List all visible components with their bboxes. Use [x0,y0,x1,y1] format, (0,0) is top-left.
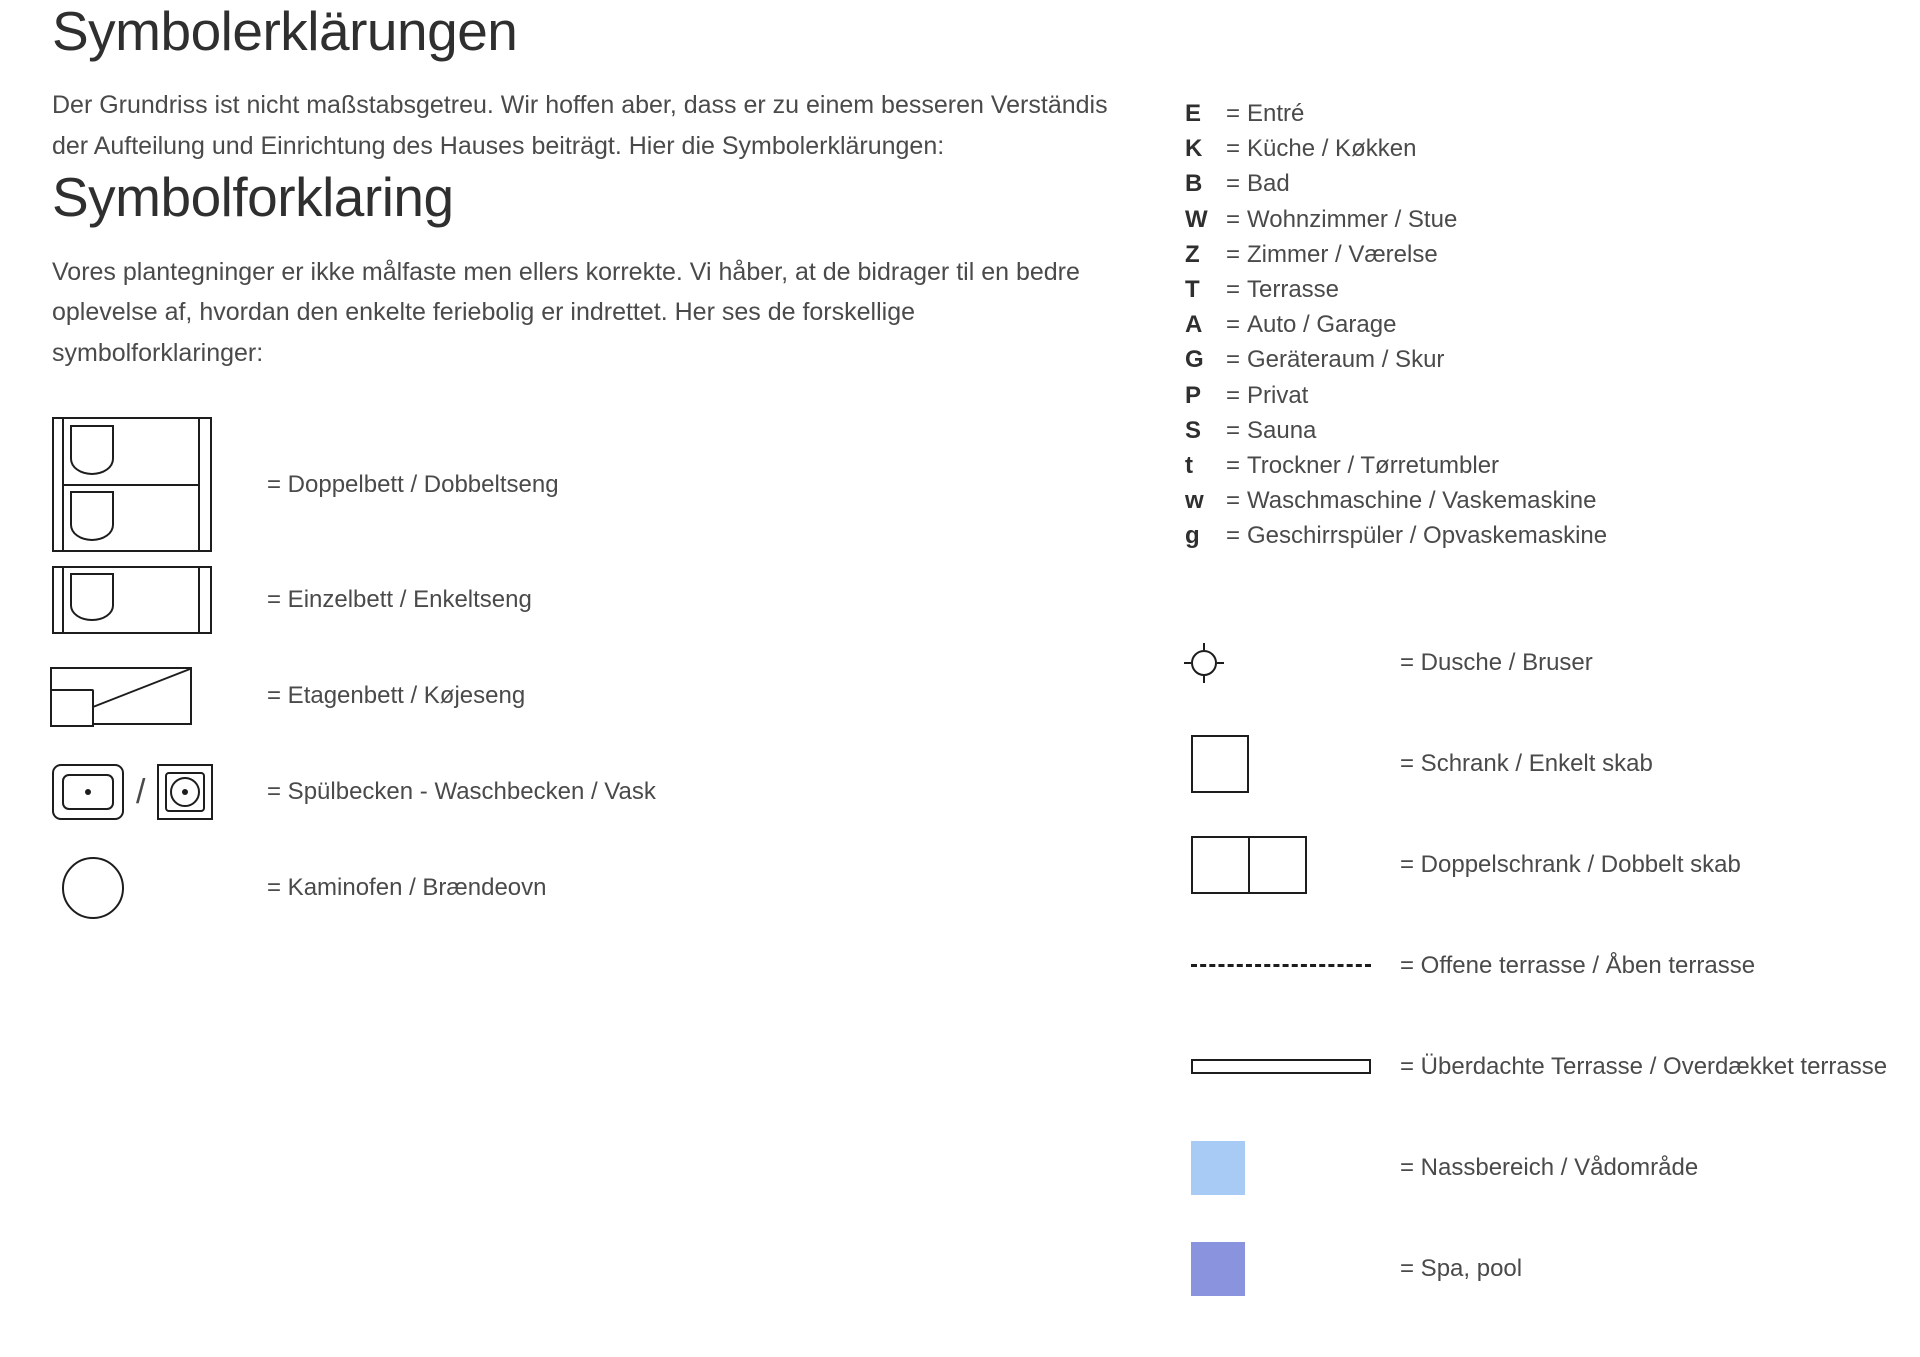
legend-item [52,417,1132,552]
legend-item-label: = Dusche / Bruser [1400,648,1593,676]
abbreviation-key: A [1185,311,1203,339]
legend-item-label: = Schrank / Enkelt skab [1400,749,1653,777]
roofed-terrace-icon [1185,1059,1400,1074]
abbreviation-equals: = [1225,170,1240,198]
abbreviation-key: T [1185,275,1200,303]
abbreviation-equals: = [1225,100,1240,127]
legend-item [1185,612,1905,713]
legend-item-label: = Überdachte Terrasse / Overdækket terrasse [1400,1052,1888,1080]
spa-pool-swatch-icon [1185,1242,1400,1296]
abbreviation-row [1185,170,1905,205]
abbreviation-row [1185,206,1905,241]
abbreviation-key: E [1185,100,1202,127]
intro-paragraph-german: Der Grundriss ist nicht maßstabsgetreu. Wir hoffen aber, dass er zu einem besseren Verständis der Aufteilung und Einrichtung des Hauses beiträgt. Hier die Symbolerklärungen: [52,91,1108,160]
abbreviation-value: Sauna [1247,416,1317,444]
abbreviation-value: Geschirrspüler / Opvaskemaskine [1247,522,1608,550]
legend-item-label: = Einzelbett / Enkeltseng [267,586,532,613]
abbreviation-value: Wohnzimmer / Stue [1247,205,1458,233]
abbreviation-value: Zimmer / Værelse [1247,240,1438,268]
right-column [1185,100,1905,1319]
left-column [52,0,1132,936]
legend-item [1185,915,1905,1016]
abbreviation-equals: = [1225,522,1240,550]
abbreviation-key: W [1185,205,1208,233]
abbreviation-value: Privat [1247,381,1309,409]
abbreviation-value: Geräteraum / Skur [1247,346,1445,374]
legend-item [1185,713,1905,814]
legend-item-label: = Doppelbett / Dobbeltseng [267,470,559,498]
abbreviation-equals: = [1225,416,1240,444]
abbreviation-equals: = [1225,381,1240,409]
page-title-danish: Symbolforklaring [52,166,454,229]
abbreviation-key: K [1185,135,1203,163]
legend-item-label: = Spülbecken - Waschbecken / Vask [267,778,656,805]
legend-item [1185,1218,1905,1319]
abbreviation-value: Waschmaschine / Vaskemaskine [1247,487,1597,515]
abbreviation-equals: = [1225,275,1240,303]
abbreviation-equals: = [1225,451,1240,479]
legend-item [52,744,1132,840]
legend-item [52,552,1132,648]
abbreviation-value: Terrasse [1247,275,1340,303]
abbreviation-value: Auto / Garage [1247,311,1397,339]
bunk-bed-icon [52,667,267,725]
wood-stove-icon [52,857,267,919]
abbreviation-key: S [1185,416,1202,444]
abbreviation-key: P [1185,381,1202,409]
abbreviation-row [1185,276,1905,311]
abbreviation-value: Bad [1247,170,1290,198]
abbreviation-key: t [1185,451,1193,479]
abbreviation-key: B [1185,170,1203,198]
wet-area-swatch-icon [1185,1141,1400,1195]
shower-icon [1185,650,1400,676]
legend-item-label: = Offene terrasse / Åben terrasse [1400,951,1756,979]
legend-item [1185,1117,1905,1218]
abbreviation-equals: = [1225,487,1240,515]
legend-item-label: = Kaminofen / Brændeovn [267,874,547,901]
abbreviation-value: Trockner / Tørretumbler [1247,451,1500,479]
sink-basin-icon [52,764,267,820]
legend-item [52,840,1132,936]
wash-basin-icon [157,764,213,820]
legend-item-label: = Etagenbett / Køjeseng [267,682,526,709]
abbreviation-row [1185,487,1905,522]
legend-item-label: = Nassbereich / Vådområde [1400,1153,1699,1181]
double-bed-icon [52,417,267,552]
legend-item [52,648,1132,744]
legend-item [1185,814,1905,915]
abbreviation-equals: = [1225,240,1240,268]
abbreviation-key: g [1185,522,1200,550]
abbreviation-equals: = [1225,346,1240,374]
single-cabinet-icon [1185,735,1400,793]
abbreviation-list [1185,100,1905,557]
single-bed-icon [52,566,267,634]
abbreviation-value: Entré [1247,100,1305,127]
abbreviation-row [1185,382,1905,417]
open-terrace-icon [1185,964,1400,967]
abbreviation-row [1185,100,1905,135]
sink-separator: / [136,773,146,811]
abbreviation-key: w [1185,487,1204,515]
abbreviation-key: G [1185,346,1204,374]
abbreviation-row [1185,452,1905,487]
abbreviation-key: Z [1185,240,1200,268]
kitchen-sink-icon [52,764,124,820]
abbreviation-row [1185,135,1905,170]
abbreviation-equals: = [1225,205,1240,233]
abbreviation-equals: = [1225,135,1240,163]
left-symbol-list [52,417,1132,936]
legend-item-label: = Spa, pool [1400,1254,1523,1282]
abbreviation-equals: = [1225,311,1240,339]
abbreviation-row [1185,522,1905,557]
right-symbol-list [1185,612,1905,1319]
intro-paragraph-danish: Vores plantegninger er ikke målfaste men ellers korrekte. Vi håber, at de bidrager til en bedre oplevelse af, hvordan den enkelte feriebolig er indrettet. Her ses de forskellige symbolforklaringer: [52,257,1080,367]
page-title-german: Symbolerklärungen [52,0,518,62]
legend-item [1185,1016,1905,1117]
abbreviation-row [1185,417,1905,452]
abbreviation-row [1185,346,1905,381]
legend-item-label: = Doppelschrank / Dobbelt skab [1400,850,1741,878]
abbreviation-row [1185,241,1905,276]
double-cabinet-icon [1185,836,1400,894]
abbreviation-value: Küche / Køkken [1247,135,1417,163]
abbreviation-row [1185,311,1905,346]
